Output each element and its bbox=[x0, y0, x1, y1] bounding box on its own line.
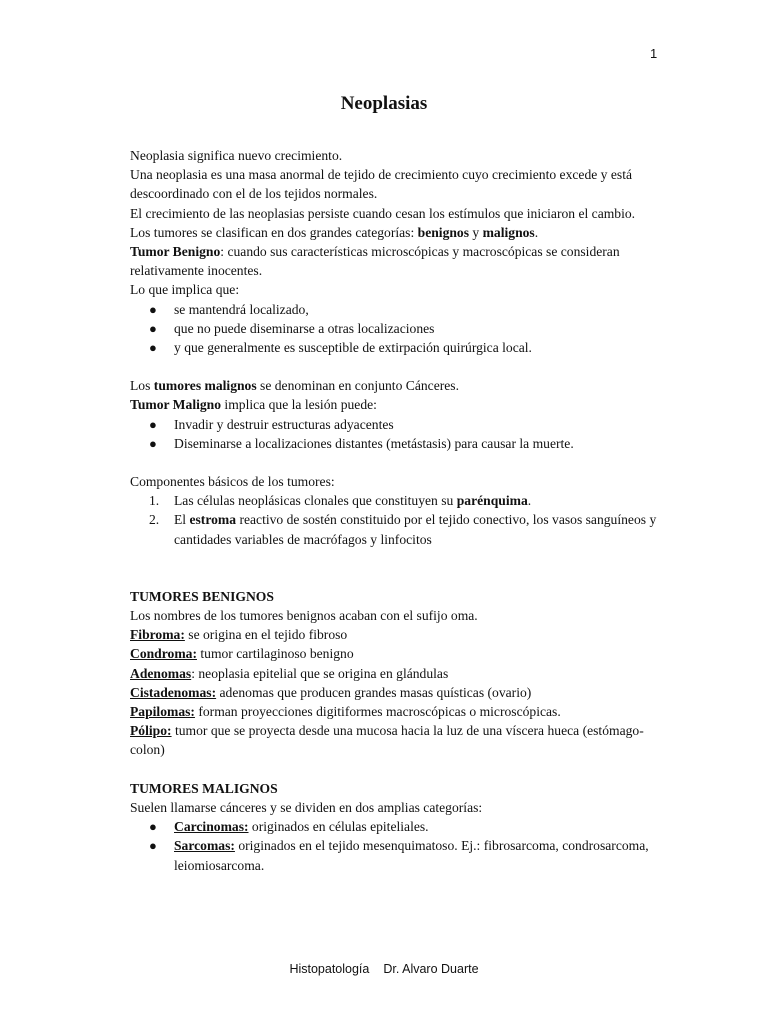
definition-term: Papilomas: bbox=[130, 704, 195, 720]
footer-author: Dr. Alvaro Duarte bbox=[383, 962, 479, 976]
definition-row bbox=[130, 702, 665, 721]
definition-row bbox=[130, 683, 665, 702]
definition-row bbox=[130, 664, 665, 683]
list-item bbox=[130, 415, 665, 434]
list-item-end: . bbox=[527, 493, 532, 509]
list-number: 1. bbox=[149, 493, 160, 509]
intro-line-3: El crecimiento de las neoplasias persiste cuando cesan los estímulos que iniciaron el cambio. bbox=[130, 205, 636, 221]
page-number: 1 bbox=[650, 46, 658, 61]
definition-text: adenomas que producen grandes masas quísticas (ovario) bbox=[216, 684, 532, 700]
tumores-malignos-keyword: tumores malignos bbox=[153, 378, 257, 394]
list-item bbox=[130, 510, 665, 548]
intro-line-4 bbox=[130, 223, 665, 242]
malignos-keyword: malignos bbox=[482, 224, 535, 240]
malignos-intro: Suelen llamarse cánceres y se dividen en dos amplias categorías: bbox=[130, 799, 483, 815]
componentes-list bbox=[130, 491, 665, 549]
list-item bbox=[130, 300, 665, 319]
definition-text: tumor que se proyecta desde una mucosa hacia la luz de una víscera hueca (estómago-colon) bbox=[130, 723, 644, 758]
list-item-text: que no puede diseminarse a otras localizaciones bbox=[174, 320, 435, 336]
bullet-icon: ● bbox=[149, 435, 157, 451]
intro-line-1: Neoplasia significa nuevo crecimiento. bbox=[130, 148, 343, 163]
benignos-keyword: benignos bbox=[417, 224, 470, 240]
list-item-text: El bbox=[174, 512, 190, 528]
componentes-heading: Componentes básicos de los tumores: bbox=[130, 474, 335, 490]
list-item bbox=[130, 817, 665, 836]
list-item-text: Diseminarse a localizaciones distantes (metástasis) para causar la muerte. bbox=[174, 435, 574, 451]
benignos-heading bbox=[130, 587, 665, 606]
definition-row bbox=[130, 625, 665, 644]
definition-term: Fibroma: bbox=[130, 627, 185, 643]
bullet-icon: ● bbox=[149, 340, 157, 356]
malignos-heading bbox=[130, 779, 665, 798]
list-item bbox=[130, 338, 665, 357]
intro-line-4-end: . bbox=[534, 224, 539, 240]
definition-term: Pólipo: bbox=[130, 723, 172, 739]
definition-term: Adenomas bbox=[130, 665, 192, 681]
tumor-maligno-definition bbox=[130, 395, 665, 414]
list-item-text: se mantendrá localizado, bbox=[174, 301, 309, 317]
list-item-text: Las células neoplásicas clonales que constituyen su bbox=[174, 493, 457, 509]
benignos-intro: Los nombres de los tumores benignos acaban con el sufijo oma. bbox=[130, 608, 478, 624]
list-item-text: Invadir y destruir estructuras adyacentes bbox=[174, 416, 394, 432]
definition-text: originados en células epiteliales. bbox=[248, 819, 429, 835]
bullet-icon: ● bbox=[149, 301, 157, 317]
intro-line-4-y: y bbox=[469, 224, 483, 240]
definition-text: originados en el tejido mesenquimatoso. Ej.: fibrosarcoma, condrosarcoma, leiomiosarcoma. bbox=[174, 838, 649, 873]
definition-text: forman proyecciones digitiformes macroscópicas o microscópicas. bbox=[194, 704, 561, 720]
spacer bbox=[130, 549, 665, 587]
spacer bbox=[130, 357, 665, 376]
malignos-intro-line bbox=[130, 376, 665, 395]
bullet-icon: ● bbox=[149, 320, 157, 336]
maligno-bullet-list bbox=[130, 415, 665, 453]
list-item bbox=[130, 491, 665, 510]
tumor-maligno-label: Tumor Maligno bbox=[130, 397, 222, 413]
implica-line: Lo que implica que: bbox=[130, 282, 240, 298]
definition-term: Sarcomas: bbox=[174, 838, 235, 854]
definition-term: Condroma: bbox=[130, 646, 197, 662]
list-item-end: reactivo de sostén constituido por el tejido conectivo, los vasos sanguíneos y cantidades variables de macrófagos y linfocitos bbox=[174, 512, 657, 547]
definition-term: Cistadenomas: bbox=[130, 684, 217, 700]
definition-text: : neoplasia epitelial que se origina en glándulas bbox=[191, 665, 449, 681]
benigno-bullet-list bbox=[130, 300, 665, 358]
intro-line-4-text: Los tumores se clasifican en dos grandes categorías: bbox=[130, 224, 418, 240]
tumor-benigno-label: Tumor Benigno bbox=[130, 244, 221, 260]
spacer bbox=[130, 453, 665, 472]
list-number: 2. bbox=[149, 512, 160, 528]
bullet-icon: ● bbox=[149, 416, 157, 432]
malignos-heading-text: TUMORES MALIGNOS bbox=[130, 780, 278, 796]
definition-row bbox=[130, 721, 665, 759]
spacer bbox=[130, 760, 665, 779]
page-title: Neoplasias bbox=[340, 93, 428, 114]
page-footer bbox=[0, 962, 768, 976]
benignos-heading-text: TUMORES BENIGNOS bbox=[130, 588, 274, 604]
definition-term: Carcinomas: bbox=[174, 819, 249, 835]
malignos-bullet-list bbox=[130, 817, 665, 875]
malignos-intro-post: se denominan en conjunto Cánceres. bbox=[256, 378, 459, 394]
estroma-keyword: estroma bbox=[189, 512, 237, 528]
malignos-intro-pre: Los bbox=[130, 378, 154, 394]
definition-row bbox=[130, 644, 665, 663]
tumor-benigno-text: : cuando sus características microscópicas y macroscópicas se consideran relativamente inocentes. bbox=[130, 244, 620, 279]
tumor-maligno-text: implica que la lesión puede: bbox=[221, 397, 377, 413]
bullet-icon: ● bbox=[149, 819, 157, 835]
list-item bbox=[130, 434, 665, 453]
definition-text: tumor cartilaginoso benigno bbox=[196, 646, 354, 662]
tumor-benigno-definition bbox=[130, 242, 665, 280]
definition-text: se origina en el tejido fibroso bbox=[184, 627, 348, 643]
list-item-text: y que generalmente es susceptible de extirpación quirúrgica local. bbox=[174, 340, 532, 356]
parenquima-keyword: parénquima bbox=[456, 493, 528, 509]
bullet-icon: ● bbox=[149, 838, 157, 854]
list-item bbox=[130, 836, 665, 874]
list-item bbox=[130, 319, 665, 338]
footer-subject: Histopatología bbox=[289, 962, 370, 976]
intro-line-2: Una neoplasia es una masa anormal de tejido de crecimiento cuyo crecimiento excede y está descoordinado con el de los tejidos normales. bbox=[130, 167, 632, 202]
document-body bbox=[130, 146, 665, 875]
